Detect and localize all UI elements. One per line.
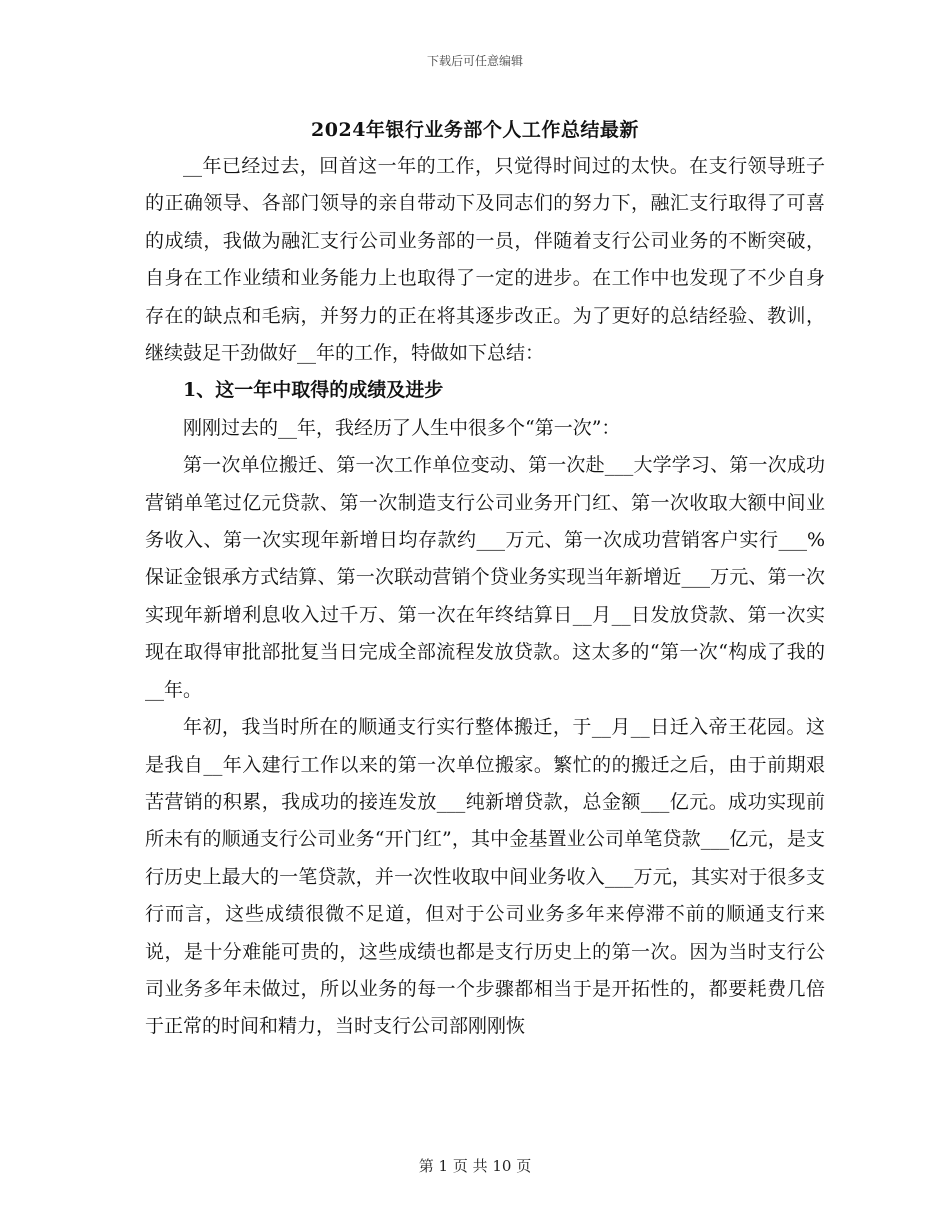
page-header: 下载后可任意编辑: [426, 54, 523, 68]
relocation-paragraph: 年初，我当时所在的顺通支行实行整体搬迁，于__月__日迁入帝王花园。这是我自__年入建行工作以来的第一次单位搬家。繁忙的的搬迁之后，由于前期艰苦营销的积累，我成功的接连发放___纯新增贷款，总金额___亿元。成功实现前所未有的顺通支行公司业务“开门红”，其中金基置业公司单笔贷款___亿元，是支行历史上最大的一笔贷款，并一次性收取中间业务收入___万元，其实对于很多支行而言，这些成绩很微不足道，但对于公司业务多年来停滞不前的顺通支行来说，是十分难能可贵的，这些成绩也都是支行历史上的第一次。因为当时支行公司业务多年未做过，所以业务的每一个步骤都相当于是开拓性的，都要耗费几倍于正常的时间和精力，当时支行公司部刚刚恢: [145, 716, 825, 1038]
firsts-intro-paragraph: 刚刚过去的__年，我经历了人生中很多个“第一次”：: [183, 416, 621, 439]
document-title: 2024年银行业务部个人工作总结最新: [311, 119, 639, 141]
page-number: 第 1 页 共 10 页: [418, 1157, 532, 1175]
firsts-list-paragraph: 第一次单位搬迁、第一次工作单位变动、第一次赴___大学学习、第一次成功营销单笔过亿元贷款、第一次制造支行公司业务开门红、第一次收取大额中间业务收入、第一次实现年新增日均存款约___万元、第一次成功营销客户实行___%保证金银承方式结算、第一次联动营销个贷业务实现当年新增近___万元、第一次实现年新增利息收入过千万、第一次在年终结算日__月__日发放贷款、第一次实现在取得审批部批复当日完成全部流程发放贷款。这太多的“第一次“构成了我的__年。: [145, 454, 825, 701]
document-body: [145, 148, 825, 1046]
intro-paragraph: __年已经过去，回首这一年的工作，只觉得时间过的太快。在支行领导班子的正确领导、各部门领导的亲自带动下及同志们的努力下，融汇支行取得了可喜的成绩，我做为融汇支行公司业务部的一员，伴随着支行公司业务的不断突破，自身在工作业绩和业务能力上也取得了一定的进步。在工作中也发现了不少自身存在的缺点和毛病，并努力的正在将其逐步改正。为了更好的总结经验、教训，继续鼓足干劲做好__年的工作，特做如下总结：: [145, 155, 825, 365]
section-heading: 1、这一年中取得的成绩及进步: [183, 379, 444, 402]
